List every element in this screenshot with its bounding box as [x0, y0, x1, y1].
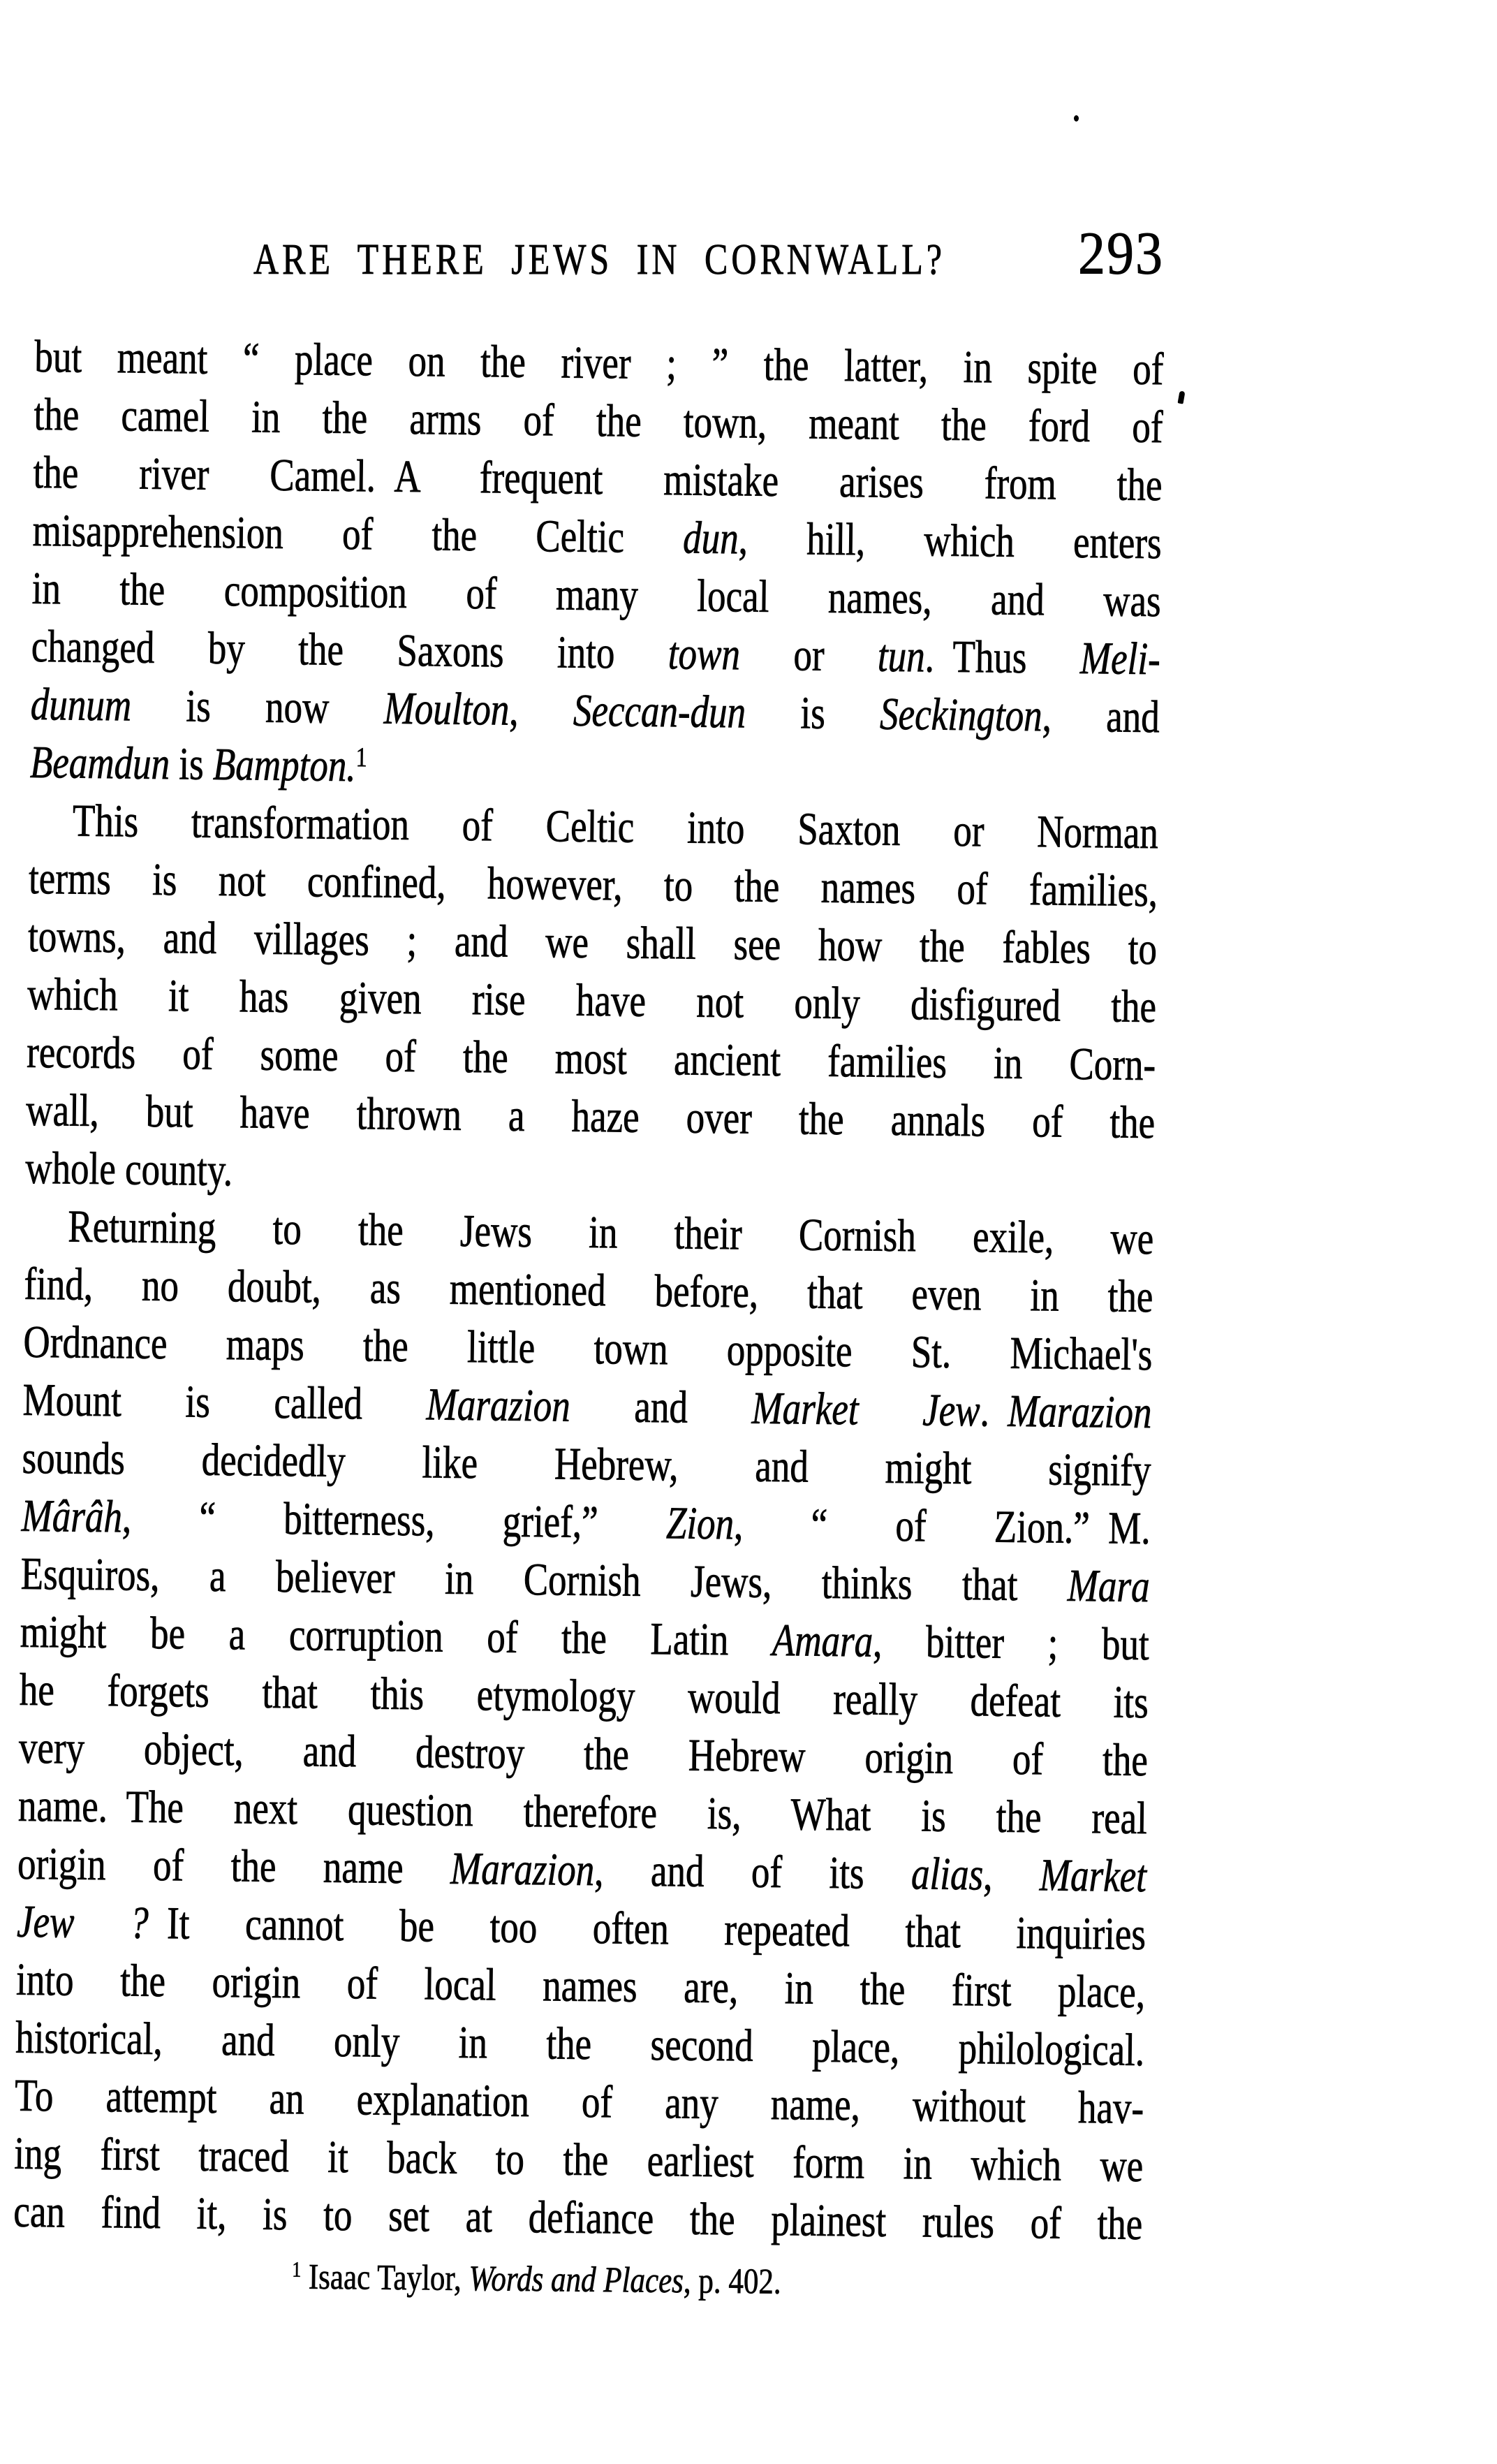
- text-run: which it has given rise have not only disfigured the: [27, 969, 1157, 1033]
- text-run: towns, and villages ; and we shall see how the fables to: [27, 911, 1158, 975]
- text-run: into the origin of local names are, in the first place,: [15, 1954, 1146, 2018]
- text-run: is: [169, 739, 214, 790]
- text-run: is now: [131, 680, 385, 734]
- running-title: ARE THERE JEWS IN CORNWALL?: [253, 234, 945, 284]
- text-run: Esquiros, a believer in Cornish Jews, thinks that: [20, 1548, 1068, 1611]
- text-run: Returning to the Jews in their Cornish exile, we: [68, 1201, 1154, 1265]
- text-run: It cannot be too often repeated that inquiries: [148, 1898, 1146, 1960]
- text-run: find, no doubt, as mentioned before, that even in the: [24, 1259, 1153, 1323]
- paragraph: [13, 1198, 1154, 2254]
- text-line: [13, 2176, 1143, 2261]
- italic-text-run: tun: [877, 631, 926, 682]
- text-run: sounds decidedly like Hebrew, and might signify: [22, 1432, 1151, 1497]
- text-run: origin of the name: [17, 1838, 451, 1894]
- italic-text-run: Mara: [1067, 1560, 1151, 1613]
- text-run: can find it, is to set at defiance the plainest rules of the: [13, 2186, 1143, 2250]
- text-run: This transformation of Celtic into Saxton or Norman: [72, 795, 1159, 859]
- text-run: and: [570, 1381, 752, 1434]
- text-run: Mount is called: [22, 1374, 427, 1430]
- text-run: , and of its: [593, 1845, 912, 1900]
- italic-text-run: Seckington: [879, 689, 1043, 742]
- text-run: Ordnance maps the little town opposite St. Michael's: [23, 1317, 1153, 1381]
- italic-text-run: Marazion: [450, 1843, 595, 1896]
- italic-text-run: Mârâh: [21, 1490, 123, 1543]
- text-run: , “ bitterness, grief,”: [121, 1492, 667, 1549]
- text-run: ,: [508, 684, 574, 736]
- text-run: very object, and destroy the Hebrew origin of the: [18, 1722, 1149, 1787]
- footnote-reference: 1: [292, 2257, 302, 2282]
- italic-text-run: Market: [1039, 1850, 1147, 1902]
- italic-text-run: Meli-: [1079, 633, 1161, 685]
- text-run: terms is not confined, however, to the names of families,: [28, 853, 1158, 917]
- text-run: . Thus: [924, 631, 1081, 684]
- text-run: but meant “ place on the river ; ” the latter, in spite of: [34, 331, 1164, 395]
- text-run: ing first traced it back to the earliest form in which we: [13, 2128, 1144, 2192]
- italic-text-run: dun: [682, 513, 739, 564]
- body-text: [13, 328, 1164, 2254]
- text-run: , p. 402.: [683, 2261, 781, 2302]
- text-run: he forgets that this etymology would really defeat its: [19, 1664, 1149, 1729]
- text-run: name. The next question therefore is, What is the real: [17, 1780, 1148, 1845]
- footnote: [35, 2250, 1165, 2311]
- italic-text-run: alias: [910, 1849, 984, 1900]
- italic-text-run: Seccan-dun: [573, 685, 746, 738]
- text-run: .: [980, 1386, 1008, 1437]
- italic-text-run: town: [668, 629, 741, 680]
- italic-text-run: Amara: [772, 1615, 873, 1667]
- paragraph: [29, 328, 1163, 805]
- italic-text-run: Zion: [665, 1498, 735, 1550]
- text-run: misapprehension of the Celtic: [32, 505, 684, 564]
- text-run: the river Camel. A frequent mistake arises from the: [33, 447, 1163, 511]
- text-run: or: [739, 629, 878, 682]
- italic-text-run: Market Jew: [751, 1383, 981, 1437]
- text-run: wall, but have thrown a haze over the annals of the: [25, 1085, 1156, 1149]
- text-run: , bitter ; but: [872, 1616, 1150, 1671]
- italic-text-run: Bampton.: [212, 739, 356, 792]
- text-run: Isaac Taylor,: [300, 2257, 469, 2299]
- ink-speck-apostrophe: [1177, 390, 1185, 404]
- italic-text-run: Jew ?: [16, 1896, 149, 1949]
- text-run: , hill, which enters: [738, 513, 1163, 569]
- italic-text-run: Marazion: [426, 1379, 571, 1432]
- text-run: , and: [1042, 691, 1160, 743]
- text-run: To attempt an explanation of any name, without hav-: [14, 2070, 1144, 2134]
- italic-text-run: Moulton: [383, 683, 510, 735]
- paragraph: [25, 792, 1158, 1210]
- page-header: [35, 219, 1164, 287]
- italic-text-run: dunum: [30, 679, 132, 731]
- text-run: records of some of the most ancient families in Corn-: [26, 1027, 1156, 1091]
- text-run: the camel in the arms of the town, meant the ford of: [34, 389, 1163, 453]
- text-run: ,: [982, 1849, 1040, 1901]
- text-run: might be a corruption of the Latin: [20, 1606, 773, 1666]
- italic-text-run: Words and Places: [469, 2259, 684, 2301]
- page-number: 293: [1078, 219, 1164, 287]
- text-run: is: [745, 687, 880, 740]
- text-run: whole county.: [24, 1143, 233, 1196]
- text-run: changed by the Saxons into: [31, 621, 669, 680]
- italic-text-run: Beamdun: [29, 737, 170, 790]
- text-run: historical, and only in the second place, philological.: [15, 2012, 1145, 2076]
- italic-text-run: Marazion: [1007, 1386, 1152, 1439]
- text-run: , “ of Zion.” M.: [733, 1499, 1151, 1555]
- footnote-reference: 1: [355, 741, 367, 772]
- text-run: in the composition of many local names, and was: [31, 563, 1162, 627]
- ink-speck-dot: [1074, 115, 1079, 122]
